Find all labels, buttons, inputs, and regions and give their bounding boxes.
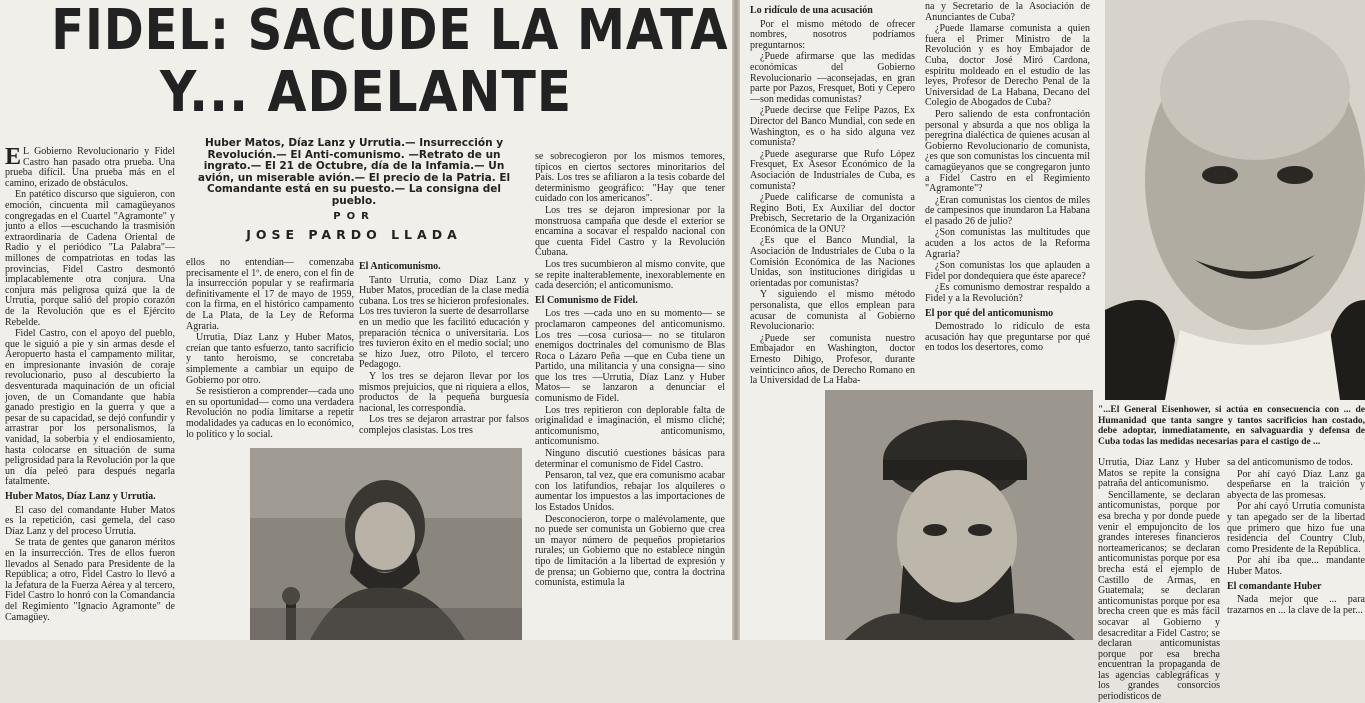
paragraph: Y siguiendo el mismo método personalista, que ellos emplean para acusar de comunista al Gobierno Revolucionario: [750, 289, 915, 333]
paragraph: Tanto Urrutia, como Díaz Lanz y Huber Matos, procedían de la clase media cubana. Los tres se hicieron profesionales. Los tres tuvieron la suerte de desarrollarse en un medio que les facilitó educación y preparación técnica o universitaria. Los tres tuvieron éxito en el medio social; uno se hizo Juez, otro Piloto, el tercero Pedagogo. [359, 274, 529, 371]
paragraph: se sobrecogieron por los mismos temores, típicos en ciertos sectores minoritarios del País. Los tres se afiliaron a la tesis cobarde del determinismo geográfico: "Hay que tener cuidado con los americanos". [535, 151, 725, 205]
headline-line-2: Y... ADELANTE [159, 60, 573, 125]
paragraph: ¿Puede calificarse de comunista a Regino Boti, Ex Auxiliar del doctor Prebisch, Secretario de la Organización Económica de la ONU? [750, 192, 915, 235]
paragraph: na y Secretario de la Asociación de Anunciantes de Cuba? [925, 1, 1090, 23]
paragraph: Y los tres se dejaron llevar por los mismos prejuicios, que ni riquiera a ellos, productos de la pequeña burguesía nacional, les correspondía. [359, 370, 529, 414]
paragraph: Nada mejor que ... para trazarnos en ... la clave de la per... [1227, 594, 1365, 616]
paragraph: ¿Puede decirse que Felipe Pazos, Ex Director del Banco Mundial, con sede en Washington, es o ha sido alguna vez comunista? [750, 105, 915, 149]
left-newspaper-page [0, 0, 732, 640]
article-column-5 [750, 2, 915, 387]
paragraph: ellos no entendían— comenzaba precisamente el 1º. de enero, con el fin de la insurrección popular y se reafirmaría definitivamente el 17 de mayo de 1959, con la firma, en el histórico campamento de La Plata, de la Ley de Reforma Agraria. [186, 257, 354, 332]
paragraph: ¿Es comunismo demostrar respaldo a Fidel y a la Revolución? [925, 282, 1090, 305]
photo-fidel-castro [250, 448, 522, 640]
article-column-2 [186, 258, 354, 448]
paragraph: ¿Puede afirmarse que las medidas económicas del Gobierno Revolucionario —aconsejadas, en gran parte por Pazos, Fresquet, Boti y Cepero —son medidas comunistas? [750, 51, 915, 105]
byline-por: POR [333, 211, 375, 222]
paragraph: Se trata de gentes que ganaron méritos en la insurrección. Tres de ellos fueron llevados al Senado para Presidente de la República; a otro, Fidel Castro lo llevó a la Jefatura de la Fuerza Aérea y al tercero, Fidel Castro lo honró con la Comandancia del Regimiento "Ignacio Agramonte" de Camagüey. [5, 537, 175, 623]
page-gutter [732, 0, 740, 640]
paragraph: Pero saliendo de esta confrontación personal y absurda a que nos obliga la peregrina dialéctica de quienes acusan al Gobierno Revolucionario de comunista, ¿es que son comunistas los cincuenta mil camagüeyanos que se congregaron junto a Fidel Castro en el Regimiento "Agramonte"? [925, 108, 1090, 195]
paragraph: ¿Son comunistas los que aplauden a Fidel por dondequiera que éste aparece? [925, 260, 1090, 282]
paragraph: Los tres se dejaron arrastrar por falsos complejos clasistas. Los tres [359, 414, 529, 436]
paragraph: Pensaron, tal vez, que era comunismo acabar con los latifundios, rebajar los alquileres o aumentar los impuestos a las importaciones de los Estados Unidos. [535, 470, 725, 513]
headline-line-1: FIDEL: SACUDE LA MATA [51, 0, 729, 63]
paragraph: Urrutia, Díaz Lanz y Huber Matos, creían que tanto esfuerzo, tanto sacrificio y tanto heroísmo, se concretaba simplemente a cambiar un equipo de Gobierno por otro. [186, 332, 354, 386]
paragraph: sa del anticomunismo de todos. [1227, 457, 1353, 468]
paragraph: ¿Es que el Banco Mundial, la Asociación de Industriales de Cuba o la Comisión Económica de las Naciones Unidas, son instituciones dirigidas u orientadas por comunistas? [750, 235, 915, 289]
right-newspaper-page [740, 0, 1365, 703]
photo-castro-2-image [825, 390, 1093, 640]
paragraph: ¿Puede ser comunista nuestro Embajador en Washington, doctor Ernesto Dihigo, Profesor, durante veinticinco años, de Derecho Romano en la Universidad de La Haba- [750, 332, 915, 387]
paragraph: ¿Puede llamarse comunista a quien fuera el Primer Ministro de la Revolución y es hoy Embajador de Cuba, doctor José Miró Cardona, espíritu moldeado en el estudio de las leyes, Profesor de Derecho Penal de la Universidad de La Habana, Decano del Colegio de Abogados de Cuba? [925, 23, 1090, 109]
article-column-1 [5, 144, 175, 640]
paragraph: ¿Eran comunistas los cientos de miles de campesinos que inundaron La Habana el pasado 26 de julio? [925, 194, 1090, 227]
paragraph: Ninguno discutió cuestiones básicas para determinar el comunismo de Fidel Castro. [535, 448, 725, 470]
paragraph: Los tres sucumbieron al mismo convite, que se repite inalterablemente, inexorablemente en cada deserción; el anticomunismo. [535, 258, 725, 292]
paragraph: Demostrado lo ridículo de esta acusación hay que preguntarse por qué en todos los desertores, como [925, 321, 1090, 354]
paragraph: Los tres se dejaron impresionar por la monstruosa campaña que desde el exterior se encamina a socavar el respaldo nacional con que cuenta Fidel Castro y la Revolución Cubana. [535, 204, 725, 259]
paragraph: Por ahí iba que... mandante Huber Matos. [1227, 555, 1365, 577]
paragraph: ¿Puede asegurarse que Rufo López Fresquet, Ex Asesor Económico de la Asociación de Industriales de Cuba, es comunista? [750, 148, 915, 192]
subheading: El Anticomunismo. [359, 261, 441, 272]
article-column-3 [359, 258, 529, 448]
photo-caption: "...El General Eisenhower, si actúa en consecuencia con ... de Humanidad que tanta sangre y tantos sacrificios han costado, debe adoptar, inmediatamente, en salvaguardia y defensa de Cuba todas las medidas necesarias para el castigo de ... [1098, 405, 1365, 447]
photo-fidel-castro-cap [825, 390, 1093, 640]
paragraph: Desconocieron, torpe o malévolamente, que no puede ser comunista un Gobierno que crea un mayor número de pequeños propietarios rurales; un Gobierno que no establece ningún tipo de limitación a la libertad de expresión y de prensa; un Gobierno que, contra la doctrina comunista, estimula la [535, 513, 725, 589]
article-column-6 [925, 2, 1090, 354]
paragraph: Se resistieron a comprender—cada uno en su oportunidad— como una verdadera Revolución no podía limitarse a repetir modalidades ya caducas en lo económico, lo político y lo social. [186, 386, 354, 440]
photo-eisenhower [1105, 0, 1365, 400]
deck-summary: Huber Matos, Díaz Lanz y Urrutia.— Insurrección y Revolución.— El Anti-comunismo. —Retrato de un ingrato.— El 21 de Octubre, día de la Infamia.— Un avión, un miserable avión.— El precio de la Patria. El Comandante está en su puesto.— La consigna del pueblo. [197, 137, 511, 207]
paragraph: Por ahí cayó Urrutia comunista y tan apegado ser de la libertad que primero que hizo fue una residencia del Country Club, como Presidente de la República. [1227, 501, 1365, 555]
byline-author: JOSE PARDO LLADA [246, 226, 462, 242]
photo-eisenhower-image [1105, 0, 1365, 400]
subheading: El comandante Huber [1227, 580, 1322, 592]
subheading: Lo ridículo de una acusación [750, 5, 873, 16]
photo-castro-1-image [250, 448, 522, 640]
subheading: El por qué del anticomunismo [925, 307, 1054, 319]
drop-cap: E [5, 144, 22, 170]
article-deck [196, 138, 512, 240]
paragraph: Sencillamente, se declaran anticomunistas, porque por esa brecha y por donde puede venir el empujoncito de los grandes intereses financieros norteamericanos; se declaran anticomunistas porque por esa brecha está el ejemplo de Castillo de Armas, en Guatemala; se declaran anticomunistas porque por esa brecha creen que es más fácil socavar al Gobierno y desacreditar a Fidel Castro; se declaran anticomunistas porque por esa brecha encuentran la propaganda de las agencias cablegráficas y los grandes consorcios periodísticos de [1098, 489, 1220, 703]
subheading: El Comunismo de Fidel. [535, 294, 638, 306]
paragraph: L Gobierno Revolucionario y Fidel Castro han pasado otra prueba. Una prueba difícil. Una prueba más en el camino, erizado de obstáculos. [5, 146, 175, 189]
article-column-7 [1098, 457, 1220, 703]
paragraph: El caso del comandante Huber Matos es la repetición, casi gemela, del caso Díaz Lanz y del proceso Urrutia. [5, 504, 175, 537]
paragraph: Por ahí cayó Díaz Lanz ga despeñarse en la traición y abyecta de las promesas. [1227, 468, 1365, 501]
paragraph: Urrutia, Díaz Lanz y Huber Matos se repite la consigna patraña del anticomunismo. [1098, 457, 1220, 490]
paragraph: En patético discurso que siguieron, con emoción, cincuenta mil camagüeyanos congregadas en el Cuartel "Agramonte" y junto a ellos —escuchando la trasmisión extraordinaria de Cadena Oriental de Radio y el periódico "La Palabra"— millones de compatriotas en todas las provincias, Fidel Castro desmontó implacablemente otra conjura. Una conjura más peligrosa quizá que la de Urrutia, porque salió del propio corazón de la Revolución que es el Ejército Rebelde. [5, 189, 175, 328]
article-column-4 [535, 152, 725, 640]
paragraph: Fidel Castro, con el apoyo del pueblo, que le siguió a pie y sin armas desde el Aeropuerto hasta el campamento militar, en impresionante invasión de coraje revolucionario, puso al descubierto la desventurada maquinación de un oficial joven, de un Comandante que había ganado prestigio en la guerra y que a pesar de su capacidad, se dejó confundir y arrastrar por los personalismos, la vanidad, la soberbia y el endiosamiento, hasta colocarse en situación de suma peligrosidad para la Revolución por la que un día peleó para después negarla fatalmente. [5, 328, 175, 488]
subheading: Huber Matos, Díaz Lanz y Urrutia. [5, 491, 156, 502]
paragraph: Los tres —cada uno en su momento— se proclamaron campeones del anticomunismo. Los tres —cosa curiosa— no se titularon enemigos doctrinales del comunismo de Blas Roca o Lázaro Peña —que en Cuba tiene un Partido, una militancia y una consigna— sino que los tres —Urrutia, Díaz Lanz y Huber Matos— se lanzaron a denunciar el comunismo de Fidel. [535, 308, 725, 405]
paragraph: ¿Son comunistas las multitudes que acuden a los actos de la Reforma Agraria? [925, 227, 1090, 260]
article-column-8 [1227, 458, 1365, 640]
paragraph: Los tres repitieron con deplorable falta de originalidad e imaginación, el mismo cliché; anticomunismo, anticomunismo, anticomunismo. [535, 404, 725, 448]
paragraph: Por el mismo método de ofrecer nombres, nosotros podríamos preguntarnos: [750, 18, 915, 51]
